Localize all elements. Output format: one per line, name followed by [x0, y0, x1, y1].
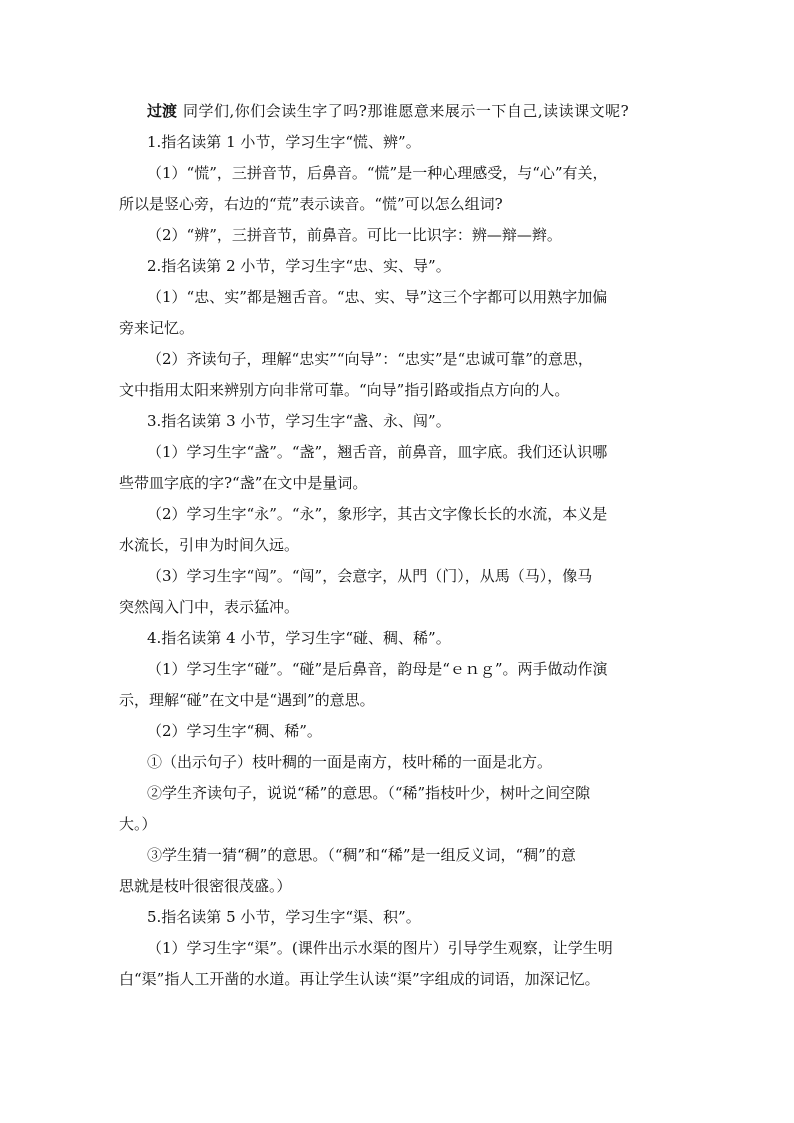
text-line: 大。） [119, 815, 157, 833]
text-line: （2）学习生字“永”。“永”，象形字，其古文字像长长的水流，本义是 [147, 505, 608, 523]
text-line: 3.指名读第 3 小节，学习生字“盏、永、闯”。 [147, 412, 451, 430]
text-line: 2.指名读第 2 小节，学习生字“忠、实、导”。 [147, 257, 451, 275]
intro-line [119, 96, 679, 127]
text-line: 突然闯入门中，表示猛冲。 [119, 598, 300, 616]
text-line: 所以是竖心旁，右边的“荒”表示读音。“慌”可以怎么组词? [119, 195, 503, 213]
text-line: 白“渠”指人工开凿的水道。再让学生认读“渠”字组成的词语，加深记忆。 [119, 970, 600, 988]
text-line: 4.指名读第 4 小节，学习生字“碰、稠、稀”。 [147, 629, 451, 647]
text-line: 1.指名读第 1 小节，学习生字“慌、辨”。 [147, 133, 421, 151]
text-line: （2）“辨”，三拼音节，前鼻音。可比一比识字：辨—辩—辫。 [147, 226, 562, 244]
paragraph-lines [119, 127, 679, 995]
text-line: （2）齐读句子，理解“忠实”“向导”：“忠实”是“忠诚可靠”的意思， [147, 350, 593, 368]
text-line: 水流长，引申为时间久远。 [119, 536, 300, 554]
transition-label: 过渡 [147, 102, 178, 120]
text-line: 思就是枝叶很密很茂盛。） [119, 877, 292, 895]
text-line: （1）“忠、实”都是翘舌音。“忠、实、导”这三个字都可以用熟字加偏 [147, 288, 608, 306]
text-line: 些带皿字底的字?“盏”在文中是量词。 [119, 474, 368, 492]
text-line: （1）学习生字“碰”。“碰”是后鼻音，韵母是“ｅｎｇ”。两手做动作演 [147, 660, 608, 678]
text-line: 5.指名读第 5 小节，学习生字“渠、积”。 [147, 908, 421, 926]
transition-text: 同学们,你们会读生字了吗?那谁愿意来展示一下自己,读读课文呢? [183, 102, 630, 120]
text-line: ①（出示句子）枝叶稠的一面是南方，枝叶稀的一面是北方。 [147, 753, 553, 771]
text-line: （1）学习生字“盏”。“盏”，翘舌音，前鼻音，皿字底。我们还认识哪 [147, 443, 608, 461]
text-line: （2）学习生字“稠、稀”。 [147, 722, 322, 740]
text-line: ③学生猜一猜“稠”的意思。（“稠”和“稀”是一组反义词，“稠”的意 [147, 846, 576, 864]
text-line: （1）“慌”，三拼音节，后鼻音。“慌”是一种心理感受，与“心”有关， [147, 164, 608, 182]
text-line: 旁来记忆。 [119, 319, 195, 337]
text-line: （3）学习生字“闯”。“闯”，会意字，从門（门），从馬（马），像马 [147, 567, 593, 585]
text-line: 示，理解“碰”在文中是“遇到”的意思。 [119, 691, 375, 709]
text-line: ②学生齐读句子，说说“稀”的意思。（“稀”指枝叶少，树叶之间空隙 [147, 784, 591, 802]
text-line: （1）学习生字“渠”。(课件出示水渠的图片）引导学生观察，让学生明 [147, 939, 613, 957]
text-line: 文中指用太阳来辨别方向非常可靠。“向导”指引路或指点方向的人。 [119, 381, 570, 399]
document-body [119, 96, 679, 995]
